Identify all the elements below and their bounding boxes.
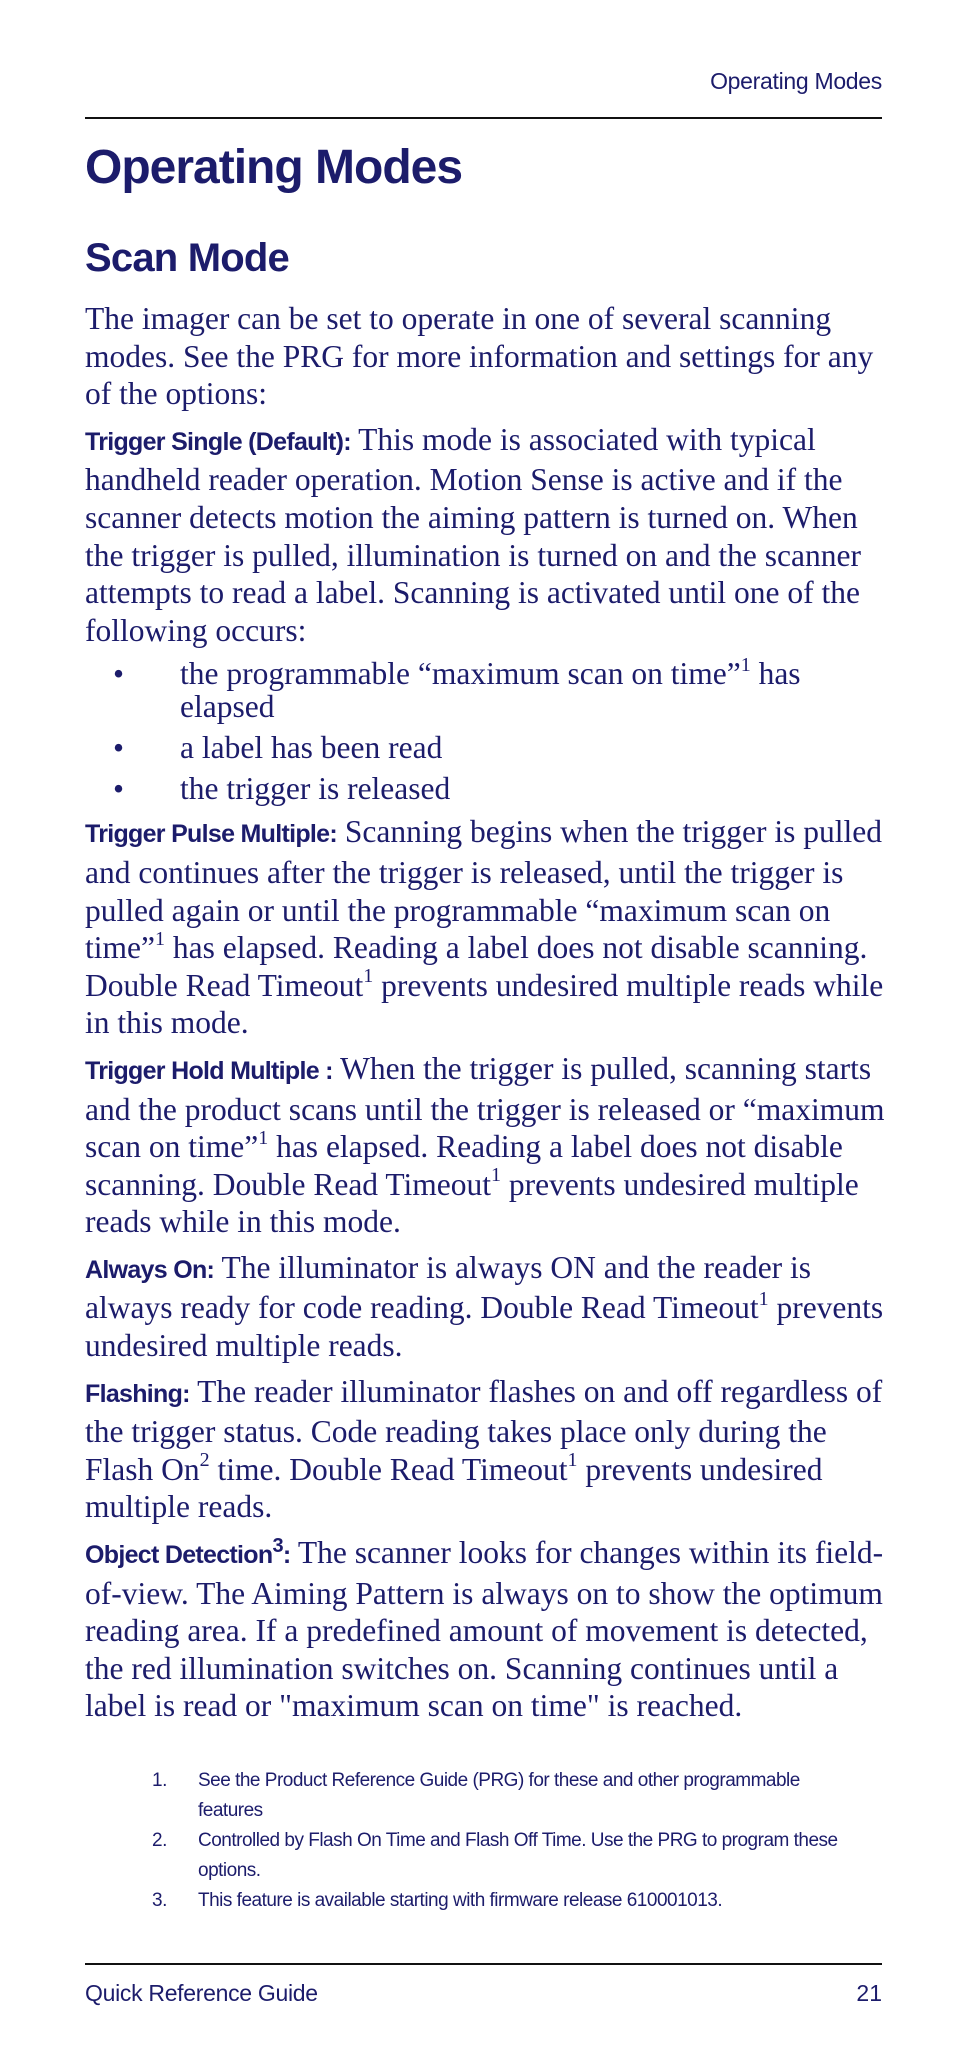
mode-flashing: Flashing: The reader illuminator flashes on and off regardless of the trigger status. Code reading takes place only during the Flash On$^2$ time. Double Read Timeout$^1$ prevents undesired multiple reads. [85, 1373, 883, 1525]
intro-paragraph: The imager can be set to operate in one of several scanning modes. See the PRG for more information and settings for any of the options: [85, 301, 874, 412]
mode-term: Trigger Single (Default): [85, 427, 351, 456]
list-item: • the programmable “maximum scan on time”$^1$ has elapsed [113, 653, 801, 725]
list-item: • a label has been read [113, 730, 443, 766]
bullet-icon: • [113, 656, 125, 692]
bullet-list [85, 653, 885, 807]
mode-term: Trigger Pulse Multiple: [85, 820, 337, 849]
mode-always-on: Always On: The illuminator is always ON and the reader is always ready for code reading. Double Read Timeout$^1$ prevents undesired multiple reads. [85, 1249, 884, 1364]
header-rule [85, 117, 882, 119]
footnote: 1. See the Product Reference Guide (PRG) for these and other programmable features [152, 1770, 800, 1821]
page-title: Operating Modes [85, 141, 463, 194]
running-header: Operating Modes [710, 68, 882, 94]
mode-trigger-pulse-multiple: Trigger Pulse Multiple: Scanning begins when the trigger is pulled and continues after the trigger is released, until the trigger is pulled again or until the programmable “maximum scan on time”$^1$ has elapsed. Reading a label does not disable scanning. Double Read Timeout$^1$ prevents undesired multiple reads while in this mode. [85, 814, 884, 1041]
mode-term: Object Detection$^3$: [85, 1534, 291, 1570]
footnotes [152, 1766, 852, 1916]
footer-rule [85, 1963, 882, 1965]
mode-trigger-hold-multiple: Trigger Hold Multiple : When the trigger is pulled, scanning starts and the product scans until the trigger is released or “maximum scan on time”$^1$ has elapsed. Reading a label does not disable scanning. Double Read Timeout$^1$ prevents undesired multiple reads while in this mode. [85, 1050, 885, 1240]
footnote: 3. This feature is available starting with firmware release 610001013. [152, 1890, 723, 1911]
page-number: 21 [856, 1980, 882, 2006]
bullet-icon: • [113, 771, 125, 807]
footnote: 2. Controlled by Flash On Time and Flash Off Time. Use the PRG to program these options. [152, 1830, 838, 1881]
mode-term: Always On: [85, 1255, 215, 1284]
section-title: Scan Mode [85, 236, 289, 280]
bullet-icon: • [113, 730, 125, 766]
mode-trigger-single [85, 421, 885, 650]
mode-term: Flashing: [85, 1379, 190, 1408]
list-item: • the trigger is released [113, 771, 451, 807]
mode-object-detection: Object Detection$^3$: The scanner looks for changes within its field-of-view. The Aiming Pattern is always on to show the optimum reading area. If a predefined amount of movement is detected, the red illumination switches on. Scanning continues until a label is read or "maximum scan on time" is reached. [85, 1534, 884, 1724]
footer-guide-title: Quick Reference Guide [85, 1980, 318, 2006]
mode-term: Trigger Hold Multiple : [85, 1056, 333, 1085]
body-text [85, 300, 885, 1733]
mode-text: This mode is associated with typical handheld reader operation. Motion Sense is active and if the scanner detects motion the aiming pattern is turned on. When the trigger is pulled, illumination is turned on and the scanner attempts to read a label. Scanning is activated until one of the following occurs: [85, 421, 861, 648]
